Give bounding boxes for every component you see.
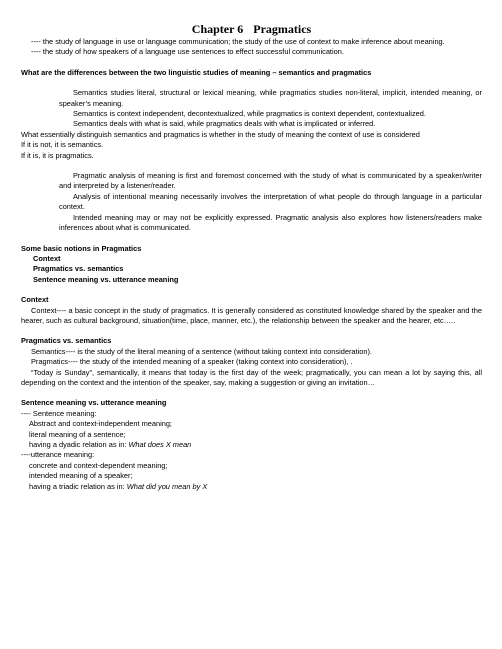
- sentence-meaning-line-2: literal meaning of a sentence;: [29, 429, 126, 439]
- notion-item-context: Context: [33, 253, 61, 263]
- context-heading: Context: [21, 295, 49, 305]
- utterance-meaning-line-2: intended meaning of a speaker;: [29, 471, 133, 481]
- analysis-paragraph-3: Intended meaning may or may not be explicitly expressed. Pragmatic analysis also explores how listeners/readers make inferences about what is communicated.: [59, 212, 482, 233]
- utterance-relation-text: having a triadic relation as in:: [29, 481, 127, 491]
- intro-definition-2: ---- the study of how speakers of a language use sentences to effect successful communication.: [31, 47, 344, 57]
- notions-heading: Some basic notions in Pragmatics: [21, 243, 142, 253]
- analysis-paragraph-1: Pragmatic analysis of meaning is first and foremost concerned with the study of what is communicated by a speaker/writer and interpreted by a listener/reader.: [59, 171, 482, 191]
- analysis-paragraph-2: Analysis of intentional meaning necessarily involves the interpretation of what people do through language in a particular context.: [59, 191, 482, 212]
- if-is-pragmatics: If it is, it is pragmatics.: [21, 150, 94, 160]
- difference-point-3: Semantics deals with what is said, while pragmatics deals with what is implicated or inferred.: [73, 119, 376, 129]
- sentence-relation-text: having a dyadic relation as in:: [29, 440, 129, 449]
- utterance-meaning-label: ----utterance meaning:: [21, 450, 95, 460]
- intro-definition-1: ---- the study of language in use or language communication; the study of the use of context to make inference about meaning.: [31, 37, 445, 46]
- notion-item-pragmatics-vs-semantics: Pragmatics vs. semantics: [33, 264, 124, 274]
- semantics-definition: Semantics---- is the study of the literal meaning of a sentence (without taking context into consideration).: [31, 346, 372, 356]
- pragmatics-definition: Pragmatics---- the study of the intended meaning of a speaker (taking context into consideration), .: [31, 357, 353, 367]
- distinguish-statement: What essentially distinguish semantics and pragmatics is whether in the study of meaning the context of use is considered: [21, 129, 420, 139]
- difference-point-2: Semantics is context independent, decontextualized, while pragmatics is context dependent, contextualized.: [73, 109, 426, 119]
- utterance-relation-example: What did you mean by X: [126, 481, 208, 491]
- page-title: [21, 22, 482, 36]
- notion-item-sentence-vs-utterance: Sentence meaning vs. utterance meaning: [33, 274, 179, 284]
- chapter-topic: Pragmatics: [253, 22, 312, 36]
- sentence-vs-utterance-heading: Sentence meaning vs. utterance meaning: [21, 398, 167, 408]
- sentence-meaning-label: ---- Sentence meaning:: [21, 408, 97, 418]
- sentence-meaning-line-1: Abstract and context-independent meaning;: [29, 419, 172, 429]
- utterance-meaning-relation: [21, 482, 482, 492]
- context-definition: Context---- a basic concept in the study of pragmatics. It is generally considered as constituted knowledge shared by the speaker and the hearer, such as cultural background, situation(time, place, manner, etc.), the relationship between the speaker and the hearer, etc…..: [21, 305, 482, 325]
- sentence-meaning-relation: [21, 440, 482, 450]
- difference-point-1: Semantics studies literal, structural or lexical meaning, while pragmatics studies non-literal, implicit, intended meaning, or speaker’s meaning.: [59, 88, 482, 108]
- if-not-semantics: If it is not, it is semantics.: [21, 140, 104, 150]
- utterance-meaning-line-1: concrete and context-dependent meaning;: [29, 460, 168, 470]
- sunday-example: “Today is Sunday”, semantically, it means that today is the first day of the week; pragmatically, you can mean a lot by saying this, all depending on the context and the intention of the speaker, say, making a suggestion or giving an invitation…: [21, 367, 482, 387]
- chapter-number: Chapter 6: [191, 22, 244, 36]
- sentence-relation-example: What does X mean: [128, 440, 192, 449]
- differences-heading: What are the differences between the two linguistic studies of meaning – semantics and pragmatics: [21, 67, 372, 77]
- pragmatics-vs-semantics-heading: Pragmatics vs. semantics: [21, 336, 112, 346]
